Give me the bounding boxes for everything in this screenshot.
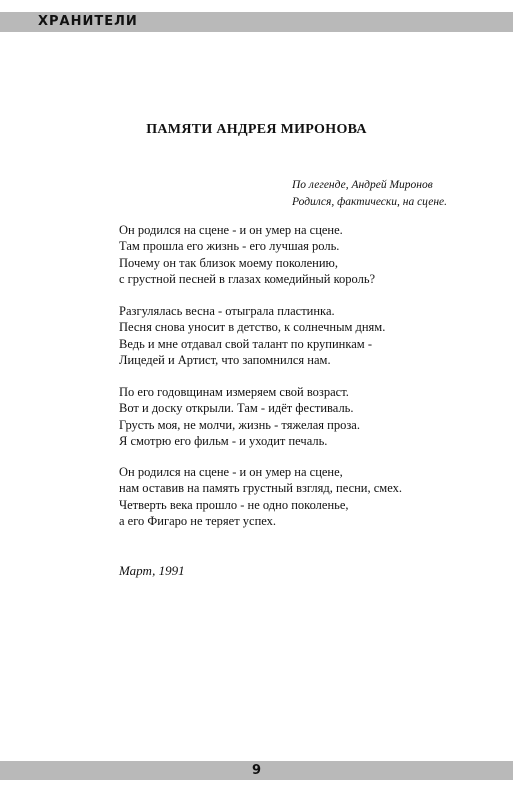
poem-line: Лицедей и Артист, что запомнился нам. [119, 352, 331, 367]
header-title: ХРАНИТЕЛИ [38, 14, 138, 29]
epigraph [292, 177, 502, 211]
page-number: 9 [251, 763, 262, 778]
footer-bar [0, 761, 513, 780]
poem-title: ПАМЯТИ АНДРЕЯ МИРОНОВА [146, 122, 367, 137]
poem-line: Он родился на сцене - и он умер на сцене. [119, 223, 343, 237]
stanza-2 [119, 303, 499, 368]
poem-line: с грустной песней в глазах комедийный король? [119, 271, 376, 286]
stanza-3 [119, 384, 499, 449]
header-bar [0, 12, 513, 32]
poem-line: Разгулялась весна - отыграла пластинка. [119, 304, 335, 318]
poem-line: Грусть моя, не молчи, жизнь - тяжелая проза. [119, 417, 360, 432]
stanza-4 [119, 464, 499, 529]
poem-line: Он родился на сцене - и он умер на сцене, [119, 465, 343, 479]
epigraph-line: По легенде, Андрей Миронов [292, 179, 433, 191]
stanza-1 [119, 222, 499, 287]
poem-line: Почему он так близок моему поколению, [119, 255, 339, 270]
poem-line: нам оставив на память грустный взгляд, песни, смех. [119, 481, 402, 496]
poem-line: Вот и доску открыли. Там - идёт фестиваль. [119, 401, 354, 416]
poem-date: Март, 1991 [119, 563, 185, 578]
epigraph-line: Родился, фактически, на сцене. [292, 196, 448, 208]
poem-line: Там прошла его жизнь - его лучшая роль. [119, 239, 340, 254]
poem-line: Я смотрю его фильм - и уходит печаль. [119, 433, 328, 448]
poem-line: Четверть века прошло - не одно поколенье, [119, 497, 349, 512]
poem-line: Ведь и мне отдавал свой талант по крупинкам - [119, 336, 372, 351]
poem-line: По его годовщинам измеряем свой возраст. [119, 385, 349, 399]
poem-line: Песня снова уносит в детство, к солнечным дням. [119, 320, 386, 335]
poem-line: а его Фигаро не теряет успех. [119, 513, 277, 528]
